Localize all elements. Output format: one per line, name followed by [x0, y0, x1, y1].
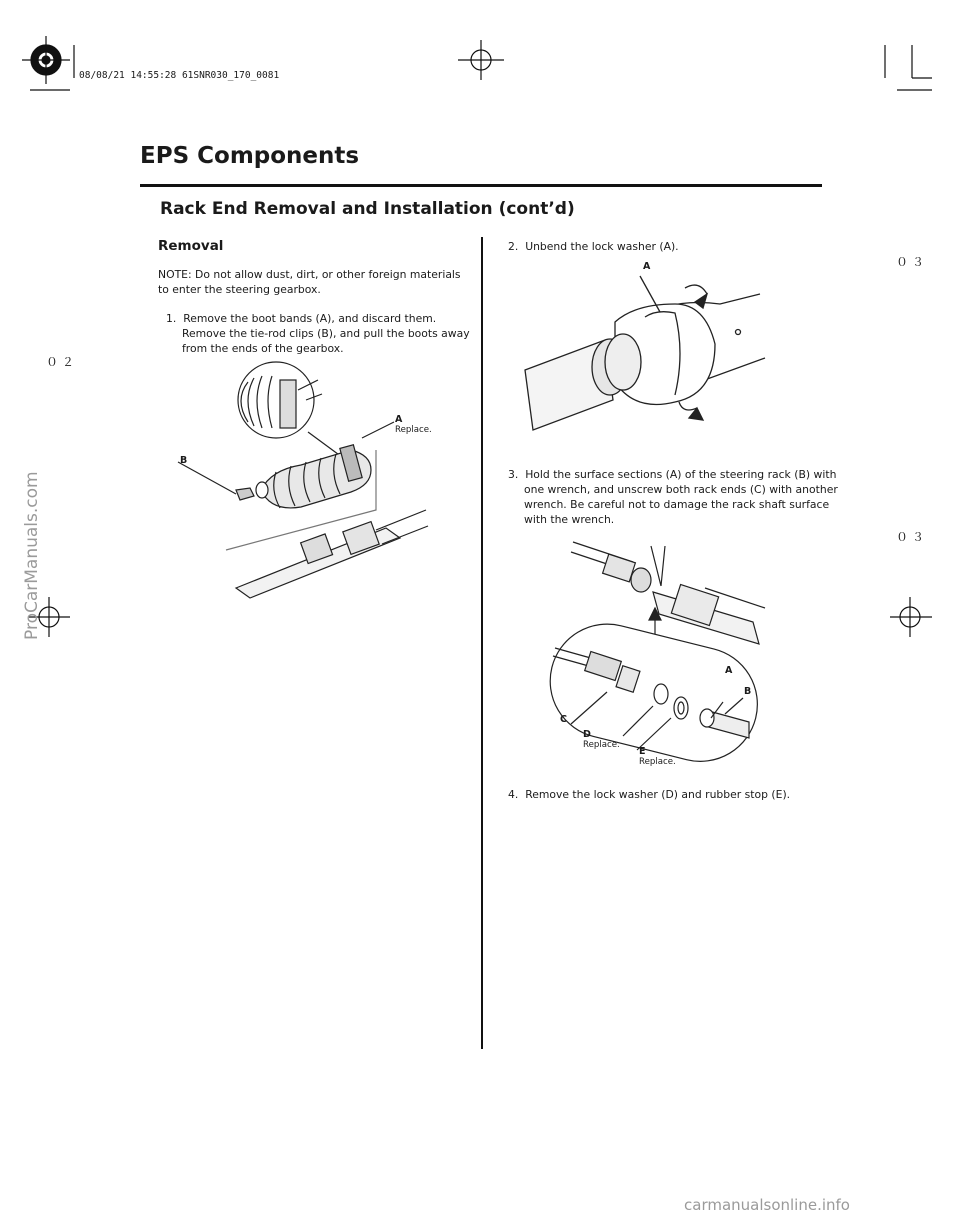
step-1: [166, 311, 472, 356]
fig1-label-b: B: [180, 455, 188, 466]
step-text: Hold the surface sections (A) of the steering rack (B) with one wrench, and unscrew both rack ends (C) with another wrench. Be careful not to damage the rack shaft surface with the wrench.: [524, 468, 838, 526]
fig3-replace-d: Replace.: [583, 740, 620, 750]
watermark-bottom: carmanualsonline.info: [684, 1196, 850, 1214]
step-number: 1.: [166, 312, 177, 325]
fig2-label-a: A: [643, 261, 651, 272]
title-divider: [140, 184, 822, 187]
figure-boot-removal: [176, 360, 436, 600]
step-number: 4.: [508, 788, 519, 801]
fig3-label-e: E: [639, 746, 646, 757]
step-2: [508, 239, 844, 254]
fig3-label-c: C: [560, 714, 567, 725]
page-title: EPS Components: [140, 143, 360, 169]
removal-heading: Removal: [158, 238, 224, 254]
step-text: Unbend the lock washer (A).: [525, 240, 679, 253]
fig1-label-a: A: [395, 414, 403, 425]
step-3: [508, 467, 844, 527]
figure-lock-washer: [515, 262, 775, 442]
step-number: 3.: [508, 468, 519, 481]
column-divider: [481, 237, 483, 1049]
figure-rack-end: [545, 532, 785, 762]
note-text: NOTE: Do not allow dust, dirt, or other foreign materials to enter the steering gearbox.: [158, 268, 461, 296]
fig3-replace-e: Replace.: [639, 757, 676, 767]
side-mark-left: ０２: [46, 355, 79, 369]
fig3-label-d: D: [583, 729, 591, 740]
side-mark-mid-right: ０３: [896, 530, 929, 544]
print-stamp: 08/08/21 14:55:28 61SNR030_170_0081: [79, 70, 280, 81]
step-text: Remove the boot bands (A), and discard them. Remove the tie-rod clips (B), and pull the boots away from the ends of the gearbox.: [182, 312, 470, 355]
step-4: [508, 787, 844, 802]
step-text: Remove the lock washer (D) and rubber stop (E).: [525, 788, 791, 801]
watermark-left: ProCarManuals.com: [22, 471, 42, 640]
fig3-label-b: B: [744, 686, 752, 697]
step-number: 2.: [508, 240, 519, 253]
side-mark-top-right: ０３: [896, 255, 929, 269]
fig3-label-a: A: [725, 665, 733, 676]
fig1-replace-a: Replace.: [395, 425, 432, 435]
section-title: Rack End Removal and Installation (cont’d): [160, 199, 575, 219]
